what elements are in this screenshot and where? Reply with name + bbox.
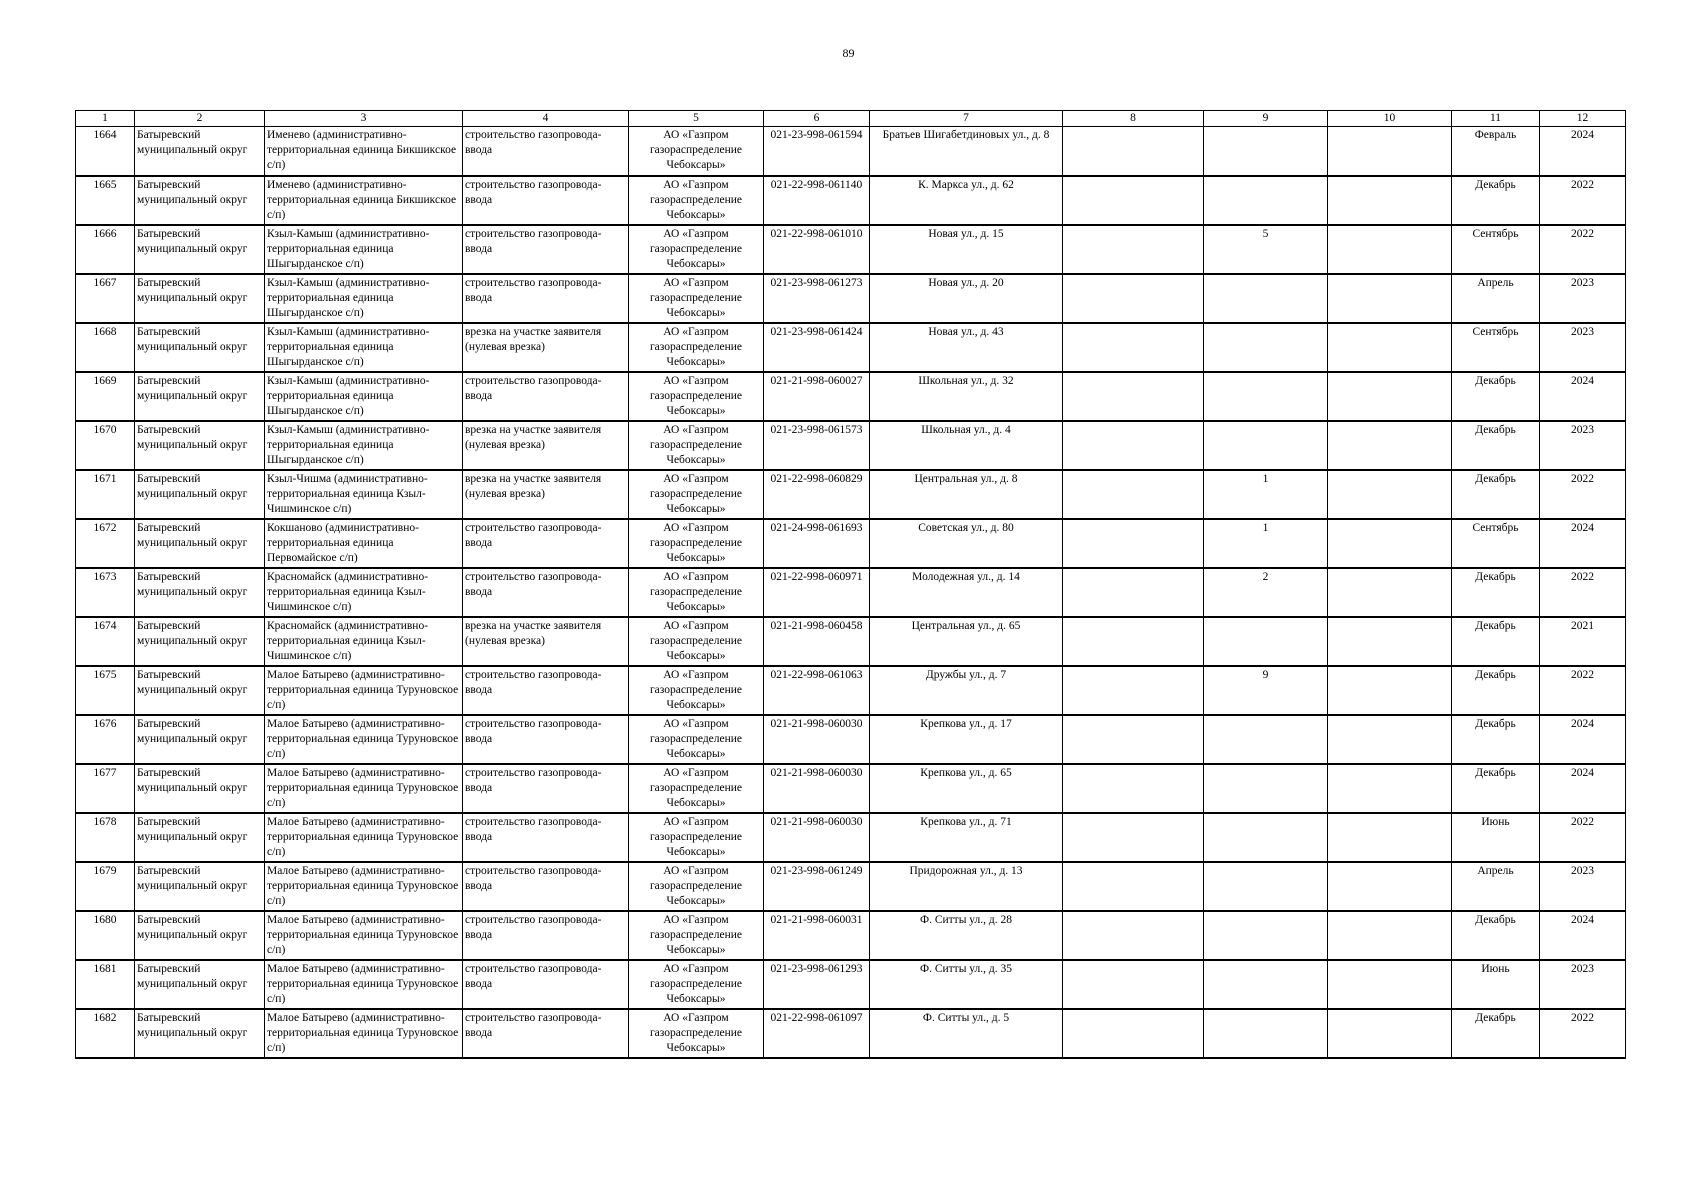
month-cell: Декабрь: [1452, 372, 1540, 421]
settlement-cell: Кзыл-Чишма (административно-территориальная единица Кзыл-Чишминское с/п): [265, 470, 463, 519]
address-cell: Молодежная ул., д. 14: [870, 568, 1063, 617]
column-header: 6: [764, 111, 870, 127]
municipality-cell: Батыревский муниципальный округ: [135, 372, 265, 421]
year-cell: 2024: [1540, 372, 1626, 421]
settlement-cell: Малое Батырево (административно-территориальная единица Туруновское с/п): [265, 960, 463, 1009]
row-number-cell: 1678: [76, 813, 135, 862]
column-9-cell: 2: [1204, 568, 1328, 617]
municipality-cell: Батыревский муниципальный округ: [135, 274, 265, 323]
month-cell: Сентябрь: [1452, 225, 1540, 274]
organization-cell: АО «Газпром газораспределение Чебоксары»: [629, 176, 764, 225]
month-cell: Декабрь: [1452, 568, 1540, 617]
column-number-row: [76, 111, 1626, 127]
table-body: [76, 127, 1626, 1058]
settlement-cell: Кзыл-Камыш (административно-территориальная единица Шыгырданское с/п): [265, 225, 463, 274]
work-type-cell: врезка на участке заявителя (нулевая врезка): [463, 470, 629, 519]
year-cell: 2023: [1540, 960, 1626, 1009]
month-cell: Декабрь: [1452, 1009, 1540, 1058]
column-8-cell: [1063, 127, 1204, 176]
column-9-cell: [1204, 127, 1328, 176]
table-header: [76, 111, 1626, 127]
municipality-cell: Батыревский муниципальный округ: [135, 568, 265, 617]
month-cell: Апрель: [1452, 274, 1540, 323]
work-type-cell: строительство газопровода-ввода: [463, 715, 629, 764]
month-cell: Декабрь: [1452, 764, 1540, 813]
row-number-cell: 1664: [76, 127, 135, 176]
year-cell: 2022: [1540, 470, 1626, 519]
settlement-cell: Малое Батырево (административно-территориальная единица Туруновское с/п): [265, 1009, 463, 1058]
column-9-cell: 1: [1204, 470, 1328, 519]
table-row: [76, 617, 1626, 666]
column-8-cell: [1063, 862, 1204, 911]
application-number-cell: 021-21-998-060458: [764, 617, 870, 666]
organization-cell: АО «Газпром газораспределение Чебоксары»: [629, 862, 764, 911]
row-number-cell: 1667: [76, 274, 135, 323]
settlement-cell: Малое Батырево (административно-территориальная единица Туруновское с/п): [265, 813, 463, 862]
year-cell: 2022: [1540, 1009, 1626, 1058]
address-cell: Братьев Шигабетдиновых ул., д. 8: [870, 127, 1063, 176]
row-number-cell: 1669: [76, 372, 135, 421]
column-9-cell: [1204, 323, 1328, 372]
column-header: 11: [1452, 111, 1540, 127]
year-cell: 2024: [1540, 519, 1626, 568]
table-row: [76, 519, 1626, 568]
table-row: [76, 176, 1626, 225]
application-number-cell: 021-22-998-061063: [764, 666, 870, 715]
settlement-cell: Именево (административно-территориальная единица Бикшикское с/п): [265, 127, 463, 176]
municipality-cell: Батыревский муниципальный округ: [135, 1009, 265, 1058]
address-cell: Крепкова ул., д. 71: [870, 813, 1063, 862]
row-number-cell: 1665: [76, 176, 135, 225]
organization-cell: АО «Газпром газораспределение Чебоксары»: [629, 715, 764, 764]
table-row: [76, 127, 1626, 176]
column-9-cell: [1204, 960, 1328, 1009]
address-cell: Советская ул., д. 80: [870, 519, 1063, 568]
column-header: 1: [76, 111, 135, 127]
table-row: [76, 666, 1626, 715]
application-number-cell: 021-21-998-060031: [764, 911, 870, 960]
column-8-cell: [1063, 715, 1204, 764]
column-header: 7: [870, 111, 1063, 127]
month-cell: Декабрь: [1452, 421, 1540, 470]
organization-cell: АО «Газпром газораспределение Чебоксары»: [629, 764, 764, 813]
work-type-cell: строительство газопровода-ввода: [463, 176, 629, 225]
month-cell: Декабрь: [1452, 715, 1540, 764]
month-cell: Сентябрь: [1452, 323, 1540, 372]
address-cell: Центральная ул., д. 65: [870, 617, 1063, 666]
settlement-cell: Малое Батырево (административно-территориальная единица Туруновское с/п): [265, 666, 463, 715]
column-header: 9: [1204, 111, 1328, 127]
municipality-cell: Батыревский муниципальный округ: [135, 421, 265, 470]
municipality-cell: Батыревский муниципальный округ: [135, 862, 265, 911]
table-row: [76, 274, 1626, 323]
column-9-cell: [1204, 421, 1328, 470]
column-10-cell: [1328, 862, 1452, 911]
column-8-cell: [1063, 1009, 1204, 1058]
column-10-cell: [1328, 911, 1452, 960]
column-8-cell: [1063, 274, 1204, 323]
organization-cell: АО «Газпром газораспределение Чебоксары»: [629, 813, 764, 862]
column-9-cell: [1204, 176, 1328, 225]
application-number-cell: 021-22-998-061140: [764, 176, 870, 225]
organization-cell: АО «Газпром газораспределение Чебоксары»: [629, 519, 764, 568]
organization-cell: АО «Газпром газораспределение Чебоксары»: [629, 666, 764, 715]
year-cell: 2023: [1540, 862, 1626, 911]
organization-cell: АО «Газпром газораспределение Чебоксары»: [629, 274, 764, 323]
column-8-cell: [1063, 225, 1204, 274]
table-row: [76, 568, 1626, 617]
application-number-cell: 021-23-998-061273: [764, 274, 870, 323]
column-header: 10: [1328, 111, 1452, 127]
table-row: [76, 225, 1626, 274]
column-8-cell: [1063, 764, 1204, 813]
work-type-cell: врезка на участке заявителя (нулевая врезка): [463, 617, 629, 666]
month-cell: Декабрь: [1452, 176, 1540, 225]
table-row: [76, 1009, 1626, 1058]
table-row: [76, 813, 1626, 862]
settlement-cell: Кзыл-Камыш (административно-территориальная единица Шыгырданское с/п): [265, 323, 463, 372]
month-cell: Декабрь: [1452, 470, 1540, 519]
municipality-cell: Батыревский муниципальный округ: [135, 764, 265, 813]
organization-cell: АО «Газпром газораспределение Чебоксары»: [629, 960, 764, 1009]
column-9-cell: 1: [1204, 519, 1328, 568]
municipality-cell: Батыревский муниципальный округ: [135, 176, 265, 225]
row-number-cell: 1681: [76, 960, 135, 1009]
column-9-cell: 9: [1204, 666, 1328, 715]
row-number-cell: 1671: [76, 470, 135, 519]
application-number-cell: 021-24-998-061693: [764, 519, 870, 568]
address-cell: Ф. Ситты ул., д. 35: [870, 960, 1063, 1009]
column-8-cell: [1063, 323, 1204, 372]
table-row: [76, 715, 1626, 764]
address-cell: Крепкова ул., д. 17: [870, 715, 1063, 764]
column-10-cell: [1328, 617, 1452, 666]
organization-cell: АО «Газпром газораспределение Чебоксары»: [629, 225, 764, 274]
column-header: 5: [629, 111, 764, 127]
table-row: [76, 764, 1626, 813]
organization-cell: АО «Газпром газораспределение Чебоксары»: [629, 470, 764, 519]
column-9-cell: [1204, 1009, 1328, 1058]
row-number-cell: 1674: [76, 617, 135, 666]
year-cell: 2022: [1540, 813, 1626, 862]
year-cell: 2024: [1540, 715, 1626, 764]
table-row: [76, 470, 1626, 519]
row-number-cell: 1675: [76, 666, 135, 715]
month-cell: Сентябрь: [1452, 519, 1540, 568]
year-cell: 2024: [1540, 911, 1626, 960]
address-cell: Новая ул., д. 20: [870, 274, 1063, 323]
work-type-cell: строительство газопровода-ввода: [463, 519, 629, 568]
address-cell: Новая ул., д. 43: [870, 323, 1063, 372]
application-number-cell: 021-23-998-061594: [764, 127, 870, 176]
municipality-cell: Батыревский муниципальный округ: [135, 715, 265, 764]
year-cell: 2022: [1540, 568, 1626, 617]
table-row: [76, 960, 1626, 1009]
application-number-cell: 021-22-998-060971: [764, 568, 870, 617]
settlement-cell: Малое Батырево (административно-территориальная единица Туруновское с/п): [265, 911, 463, 960]
column-header: 8: [1063, 111, 1204, 127]
organization-cell: АО «Газпром газораспределение Чебоксары»: [629, 911, 764, 960]
column-8-cell: [1063, 568, 1204, 617]
column-8-cell: [1063, 960, 1204, 1009]
work-type-cell: врезка на участке заявителя (нулевая врезка): [463, 323, 629, 372]
column-header: 2: [135, 111, 265, 127]
month-cell: Декабрь: [1452, 666, 1540, 715]
column-8-cell: [1063, 519, 1204, 568]
row-number-cell: 1680: [76, 911, 135, 960]
column-9-cell: [1204, 715, 1328, 764]
page-number: 89: [842, 46, 855, 60]
address-cell: Новая ул., д. 15: [870, 225, 1063, 274]
settlement-cell: Кокшаново (административно-территориальная единица Первомайское с/п): [265, 519, 463, 568]
municipality-cell: Батыревский муниципальный округ: [135, 813, 265, 862]
organization-cell: АО «Газпром газораспределение Чебоксары»: [629, 617, 764, 666]
application-number-cell: 021-23-998-061293: [764, 960, 870, 1009]
municipality-cell: Батыревский муниципальный округ: [135, 127, 265, 176]
settlement-cell: Красномайск (административно-территориальная единица Кзыл-Чишминское с/п): [265, 617, 463, 666]
column-9-cell: [1204, 813, 1328, 862]
month-cell: Декабрь: [1452, 911, 1540, 960]
table-row: [76, 911, 1626, 960]
organization-cell: АО «Газпром газораспределение Чебоксары»: [629, 568, 764, 617]
settlement-cell: Кзыл-Камыш (административно-территориальная единица Шыгырданское с/п): [265, 274, 463, 323]
organization-cell: АО «Газпром газораспределение Чебоксары»: [629, 323, 764, 372]
application-number-cell: 021-23-998-061249: [764, 862, 870, 911]
month-cell: Декабрь: [1452, 617, 1540, 666]
work-type-cell: строительство газопровода-ввода: [463, 225, 629, 274]
column-8-cell: [1063, 470, 1204, 519]
column-8-cell: [1063, 617, 1204, 666]
column-9-cell: [1204, 372, 1328, 421]
column-10-cell: [1328, 519, 1452, 568]
row-number-cell: 1666: [76, 225, 135, 274]
year-cell: 2022: [1540, 176, 1626, 225]
column-10-cell: [1328, 813, 1452, 862]
address-cell: Придорожная ул., д. 13: [870, 862, 1063, 911]
year-cell: 2022: [1540, 666, 1626, 715]
row-number-cell: 1682: [76, 1009, 135, 1058]
work-type-cell: строительство газопровода-ввода: [463, 666, 629, 715]
column-9-cell: [1204, 274, 1328, 323]
work-type-cell: строительство газопровода-ввода: [463, 127, 629, 176]
column-10-cell: [1328, 421, 1452, 470]
column-header: 4: [463, 111, 629, 127]
work-type-cell: строительство газопровода-ввода: [463, 372, 629, 421]
month-cell: Июнь: [1452, 960, 1540, 1009]
work-type-cell: строительство газопровода-ввода: [463, 764, 629, 813]
column-8-cell: [1063, 372, 1204, 421]
column-10-cell: [1328, 176, 1452, 225]
application-number-cell: 021-23-998-061573: [764, 421, 870, 470]
column-10-cell: [1328, 127, 1452, 176]
column-8-cell: [1063, 666, 1204, 715]
municipality-cell: Батыревский муниципальный округ: [135, 470, 265, 519]
column-9-cell: [1204, 764, 1328, 813]
municipality-cell: Батыревский муниципальный округ: [135, 225, 265, 274]
column-8-cell: [1063, 176, 1204, 225]
month-cell: Июнь: [1452, 813, 1540, 862]
column-10-cell: [1328, 764, 1452, 813]
column-10-cell: [1328, 372, 1452, 421]
work-type-cell: строительство газопровода-ввода: [463, 911, 629, 960]
table-row: [76, 323, 1626, 372]
row-number-cell: 1677: [76, 764, 135, 813]
municipality-cell: Батыревский муниципальный округ: [135, 960, 265, 1009]
row-number-cell: 1676: [76, 715, 135, 764]
column-10-cell: [1328, 225, 1452, 274]
application-number-cell: 021-23-998-061424: [764, 323, 870, 372]
column-10-cell: [1328, 323, 1452, 372]
application-number-cell: 021-21-998-060030: [764, 715, 870, 764]
organization-cell: АО «Газпром газораспределение Чебоксары»: [629, 1009, 764, 1058]
column-10-cell: [1328, 274, 1452, 323]
year-cell: 2022: [1540, 225, 1626, 274]
address-cell: Школьная ул., д. 32: [870, 372, 1063, 421]
address-cell: Дружбы ул., д. 7: [870, 666, 1063, 715]
settlement-cell: Кзыл-Камыш (административно-территориальная единица Шыгырданское с/п): [265, 421, 463, 470]
work-type-cell: врезка на участке заявителя (нулевая врезка): [463, 421, 629, 470]
work-type-cell: строительство газопровода-ввода: [463, 274, 629, 323]
year-cell: 2024: [1540, 127, 1626, 176]
application-number-cell: 021-22-998-061010: [764, 225, 870, 274]
settlement-cell: Красномайск (административно-территориальная единица Кзыл-Чишминское с/п): [265, 568, 463, 617]
column-9-cell: [1204, 617, 1328, 666]
month-cell: Апрель: [1452, 862, 1540, 911]
municipality-cell: Батыревский муниципальный округ: [135, 911, 265, 960]
row-number-cell: 1670: [76, 421, 135, 470]
column-10-cell: [1328, 715, 1452, 764]
year-cell: 2024: [1540, 764, 1626, 813]
year-cell: 2021: [1540, 617, 1626, 666]
row-number-cell: 1668: [76, 323, 135, 372]
work-type-cell: строительство газопровода-ввода: [463, 568, 629, 617]
municipality-cell: Батыревский муниципальный округ: [135, 519, 265, 568]
row-number-cell: 1672: [76, 519, 135, 568]
column-10-cell: [1328, 666, 1452, 715]
work-type-cell: строительство газопровода-ввода: [463, 1009, 629, 1058]
column-header: 3: [265, 111, 463, 127]
address-cell: Школьная ул., д. 4: [870, 421, 1063, 470]
year-cell: 2023: [1540, 323, 1626, 372]
column-9-cell: 5: [1204, 225, 1328, 274]
column-9-cell: [1204, 862, 1328, 911]
work-type-cell: строительство газопровода-ввода: [463, 862, 629, 911]
table-row: [76, 421, 1626, 470]
address-cell: Центральная ул., д. 8: [870, 470, 1063, 519]
row-number-cell: 1679: [76, 862, 135, 911]
application-number-cell: 021-21-998-060027: [764, 372, 870, 421]
column-10-cell: [1328, 960, 1452, 1009]
address-cell: Ф. Ситты ул., д. 28: [870, 911, 1063, 960]
year-cell: 2023: [1540, 421, 1626, 470]
gasification-registry-table: [75, 110, 1626, 1059]
year-cell: 2023: [1540, 274, 1626, 323]
application-number-cell: 021-22-998-061097: [764, 1009, 870, 1058]
column-10-cell: [1328, 568, 1452, 617]
settlement-cell: Малое Батырево (административно-территориальная единица Туруновское с/п): [265, 862, 463, 911]
column-10-cell: [1328, 1009, 1452, 1058]
work-type-cell: строительство газопровода-ввода: [463, 813, 629, 862]
address-cell: Ф. Ситты ул., д. 5: [870, 1009, 1063, 1058]
table-row: [76, 862, 1626, 911]
work-type-cell: строительство газопровода-ввода: [463, 960, 629, 1009]
application-number-cell: 021-22-998-060829: [764, 470, 870, 519]
organization-cell: АО «Газпром газораспределение Чебоксары»: [629, 127, 764, 176]
organization-cell: АО «Газпром газораспределение Чебоксары»: [629, 372, 764, 421]
municipality-cell: Батыревский муниципальный округ: [135, 666, 265, 715]
column-9-cell: [1204, 911, 1328, 960]
address-cell: К. Маркса ул., д. 62: [870, 176, 1063, 225]
month-cell: Февраль: [1452, 127, 1540, 176]
settlement-cell: Кзыл-Камыш (административно-территориальная единица Шыгырданское с/п): [265, 372, 463, 421]
column-8-cell: [1063, 911, 1204, 960]
column-10-cell: [1328, 470, 1452, 519]
application-number-cell: 021-21-998-060030: [764, 813, 870, 862]
settlement-cell: Малое Батырево (административно-территориальная единица Туруновское с/п): [265, 715, 463, 764]
row-number-cell: 1673: [76, 568, 135, 617]
settlement-cell: Малое Батырево (административно-территориальная единица Туруновское с/п): [265, 764, 463, 813]
column-8-cell: [1063, 421, 1204, 470]
organization-cell: АО «Газпром газораспределение Чебоксары»: [629, 421, 764, 470]
municipality-cell: Батыревский муниципальный округ: [135, 323, 265, 372]
column-8-cell: [1063, 813, 1204, 862]
municipality-cell: Батыревский муниципальный округ: [135, 617, 265, 666]
address-cell: Крепкова ул., д. 65: [870, 764, 1063, 813]
column-header: 12: [1540, 111, 1626, 127]
settlement-cell: Именево (административно-территориальная единица Бикшикское с/п): [265, 176, 463, 225]
table-row: [76, 372, 1626, 421]
application-number-cell: 021-21-998-060030: [764, 764, 870, 813]
